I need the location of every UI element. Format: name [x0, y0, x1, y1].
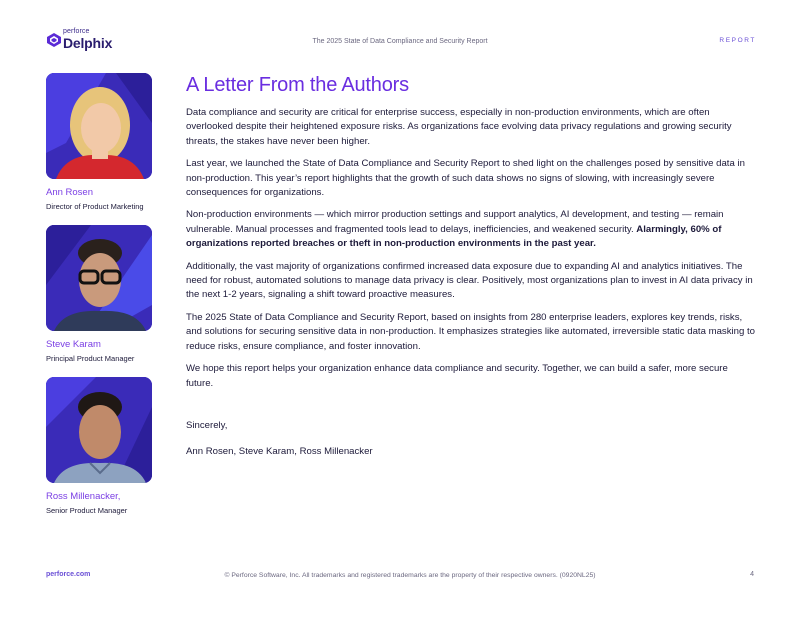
author-name: Steve Karam [46, 339, 101, 350]
author-letter [186, 72, 756, 471]
author-name: Ann Rosen [46, 187, 94, 198]
letter-signature [186, 419, 756, 458]
letter-paragraph [186, 208, 756, 251]
report-label: REPORT [719, 37, 756, 44]
footer-copyright: © Perforce Software, Inc. All trademarks and registered trademarks are the property of their respective owners. (0920NL25) [224, 572, 596, 579]
author-photo [46, 73, 152, 179]
paragraph-highlight: Alarmingly, 60% of organizations reported breaches or theft in non-production environments in the past year. [186, 223, 722, 250]
letter-paragraph: Last year, we launched the State of Data Compliance and Security Report to shed light on the challenges posed by sensitive data in non-production. This year’s report highlights that the growth of such data shows no signs of slowing, with increasingly severe consequences for organizations. [186, 158, 745, 199]
closing: Sincerely, [186, 419, 228, 431]
letter-paragraph: Data compliance and security are critical for enterprise success, especially in non-production environments, which are often overlooked despite their heightened exposure risks. As organizations face evolving data privacy regulations and growing security threats, the stakes have never been higher. [186, 107, 732, 147]
logo-brand-small: perforce [63, 28, 90, 35]
paragraph-text: Non-production environments — which mirror production settings and support analytics, AI development, and testing — remain vulnerable. Manual processes and fragmented tools lead to delays, inefficiencies, and weakened security. [186, 209, 724, 235]
letter-paragraph: We hope this report helps your organization enhance data compliance and security. Together, we can build a safer, more secure future. [186, 363, 728, 389]
footer-website-link[interactable]: perforce.com [46, 571, 91, 578]
author-card-ann-rosen [46, 73, 176, 212]
author-card-ross-millenacker [46, 377, 176, 516]
author-role: Senior Product Manager [46, 506, 128, 515]
author-photo [46, 225, 152, 331]
author-role: Principal Product Manager [46, 354, 135, 363]
letter-title: A Letter From the Authors [186, 74, 409, 96]
signers: Ann Rosen, Steve Karam, Ross Millenacker [186, 445, 373, 457]
author-card-steve-karam [46, 225, 176, 364]
logo-brand-name: Delphix [63, 35, 113, 51]
document-title: The 2025 State of Data Compliance and Security Report [312, 38, 488, 45]
letter-paragraph: Additionally, the vast majority of organizations confirmed increased data exposure due to expanding AI and analytics initiatives. The need for robust, automated solutions to manage data privacy is clear. Positively, most organizations plan to invest in AI data privacy in the next 1-2 years, signaling a shift toward proactive measures. [186, 260, 753, 301]
author-role: Director of Product Marketing [46, 202, 144, 211]
page-number: 4 [750, 571, 754, 578]
author-name: Ross Millenacker, [46, 491, 121, 502]
author-photo [46, 377, 152, 483]
page-header [0, 0, 800, 60]
letter-paragraph: The 2025 State of Data Compliance and Security Report, based on insights from 280 enterprise leaders, explores key trends, risks, and solutions for securing sensitive data in non-production. It emphasizes strategies like automated, irreversible static data masking to reduce risks, ensure compliance, and foster innovation. [186, 311, 755, 352]
